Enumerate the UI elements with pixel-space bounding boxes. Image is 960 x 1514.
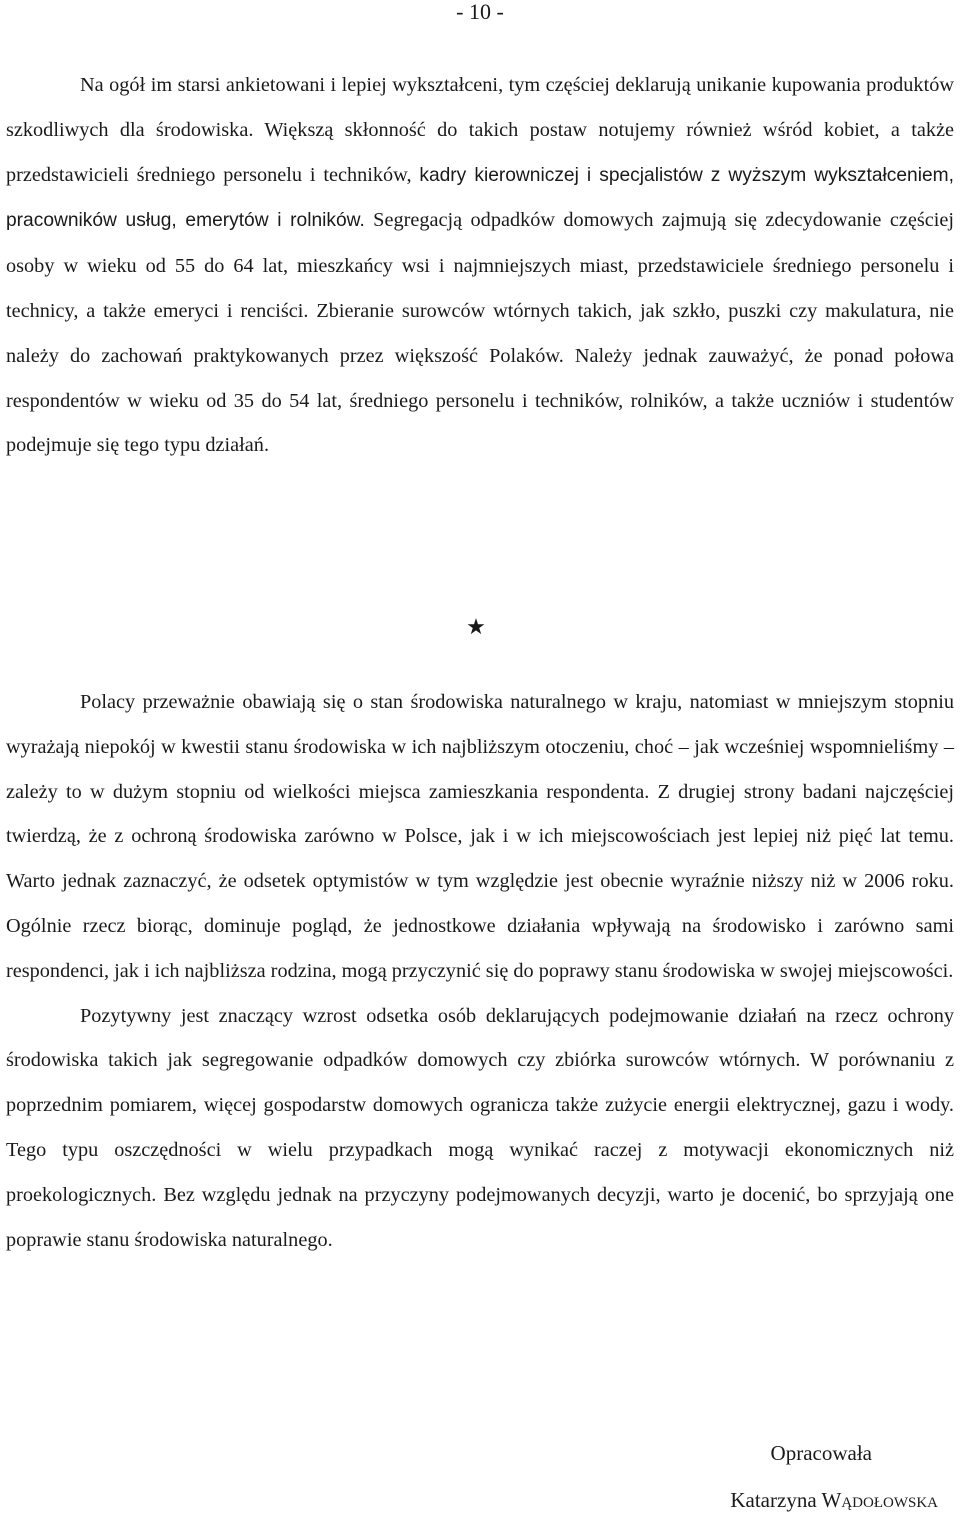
author-name-surname: ądołowska — [841, 1488, 938, 1512]
author-name-first: Katarzyna W — [730, 1488, 842, 1512]
paragraph-1-part-b: kadry kierowniczej i specjalistów z wyższym wykształceniem, pracowników usług, emerytów i rolników. — [6, 164, 954, 232]
paragraph-1 — [6, 63, 954, 468]
paragraph-1-part-d: Zbieranie surowców wtórnych takich, jak szkło, puszki czy makulatura, nie należy do zachowań praktykowanych przez większość Polaków. Należy jednak zauważyć, że ponad połowa respondentów w wieku od 35 do 54 lat, średniego personelu i techników, rolników, a także uczniów i studentów podejmuje się tego typu działań. — [6, 299, 954, 457]
star-icon: ★ — [466, 615, 486, 640]
page-number: - 10 - — [456, 0, 504, 24]
signature-label: Opracowała — [770, 1441, 872, 1465]
paragraph-1-part-c: Segregacją odpadków domowych zajmują się zdecydowanie częściej osoby w wieku od 55 do 64 lat, mieszkańcy wsi i najmniejszych miast, przedstawiciele średniego personelu i technicy, a także emeryci i renciści. — [6, 209, 954, 322]
author-name — [538, 1486, 938, 1514]
paragraph-3: Pozytywny jest znaczący wzrost odsetka osób deklarujących podejmowanie działań na rzecz ochrony środowiska takich jak segregowanie odpadków domowych czy zbiórka surowców wtórnych. W porównaniu z poprzednim pomiarem, więcej gospodarstw domowych ogranicza także zużycie energii elektrycznej, gazu i wody. Tego typu oszczędności w wielu przypadkach mogą wynikać raczej z motywacji ekonomicznych niż proekologicznych. Bez względu jednak na przyczyny podejmowanych decyzji, warto je docenić, bo sprzyjają one poprawie stanu środowiska naturalnego. — [6, 1004, 954, 1251]
body-section-2 — [6, 680, 954, 1262]
paragraph-1-part-a: Na ogół im starsi ankietowani i lepiej wykształceni, tym częściej deklarują unikanie kupowania produktów szkodliwych dla środowiska. Większą skłonność do takich postaw notujemy również wśród kobiet, a także przedstawicieli średniego personelu i techników, — [6, 74, 954, 186]
body-section-1 — [6, 63, 954, 468]
paragraph-2: Polacy przeważnie obawiają się o stan środowiska naturalnego w kraju, natomiast w mniejszym stopniu wyrażają niepokój w kwestii stanu środowiska w ich najbliższym otoczeniu, choć – jak wcześniej wspomnieliśmy – zależy to w dużym stopniu od wielkości miejsca zamieszkania respondenta. Z drugiej strony badani najczęściej twierdzą, że z ochroną środowiska zarówno w Polsce, jak i w ich miejscowościach jest lepiej niż pięć lat temu. Warto jednak zaznaczyć, że odsetek optymistów w tym względzie jest obecnie wyraźnie niższy niż w 2006 roku. Ogólnie rzecz biorąc, dominuje pogląd, że jednostkowe działania wpływają na środowisko i zarówno sami respondenci, jak i ich najbliższa rodzina, mogą przyczynić się do poprawy stanu środowiska w swojej miejscowości. — [6, 691, 954, 982]
